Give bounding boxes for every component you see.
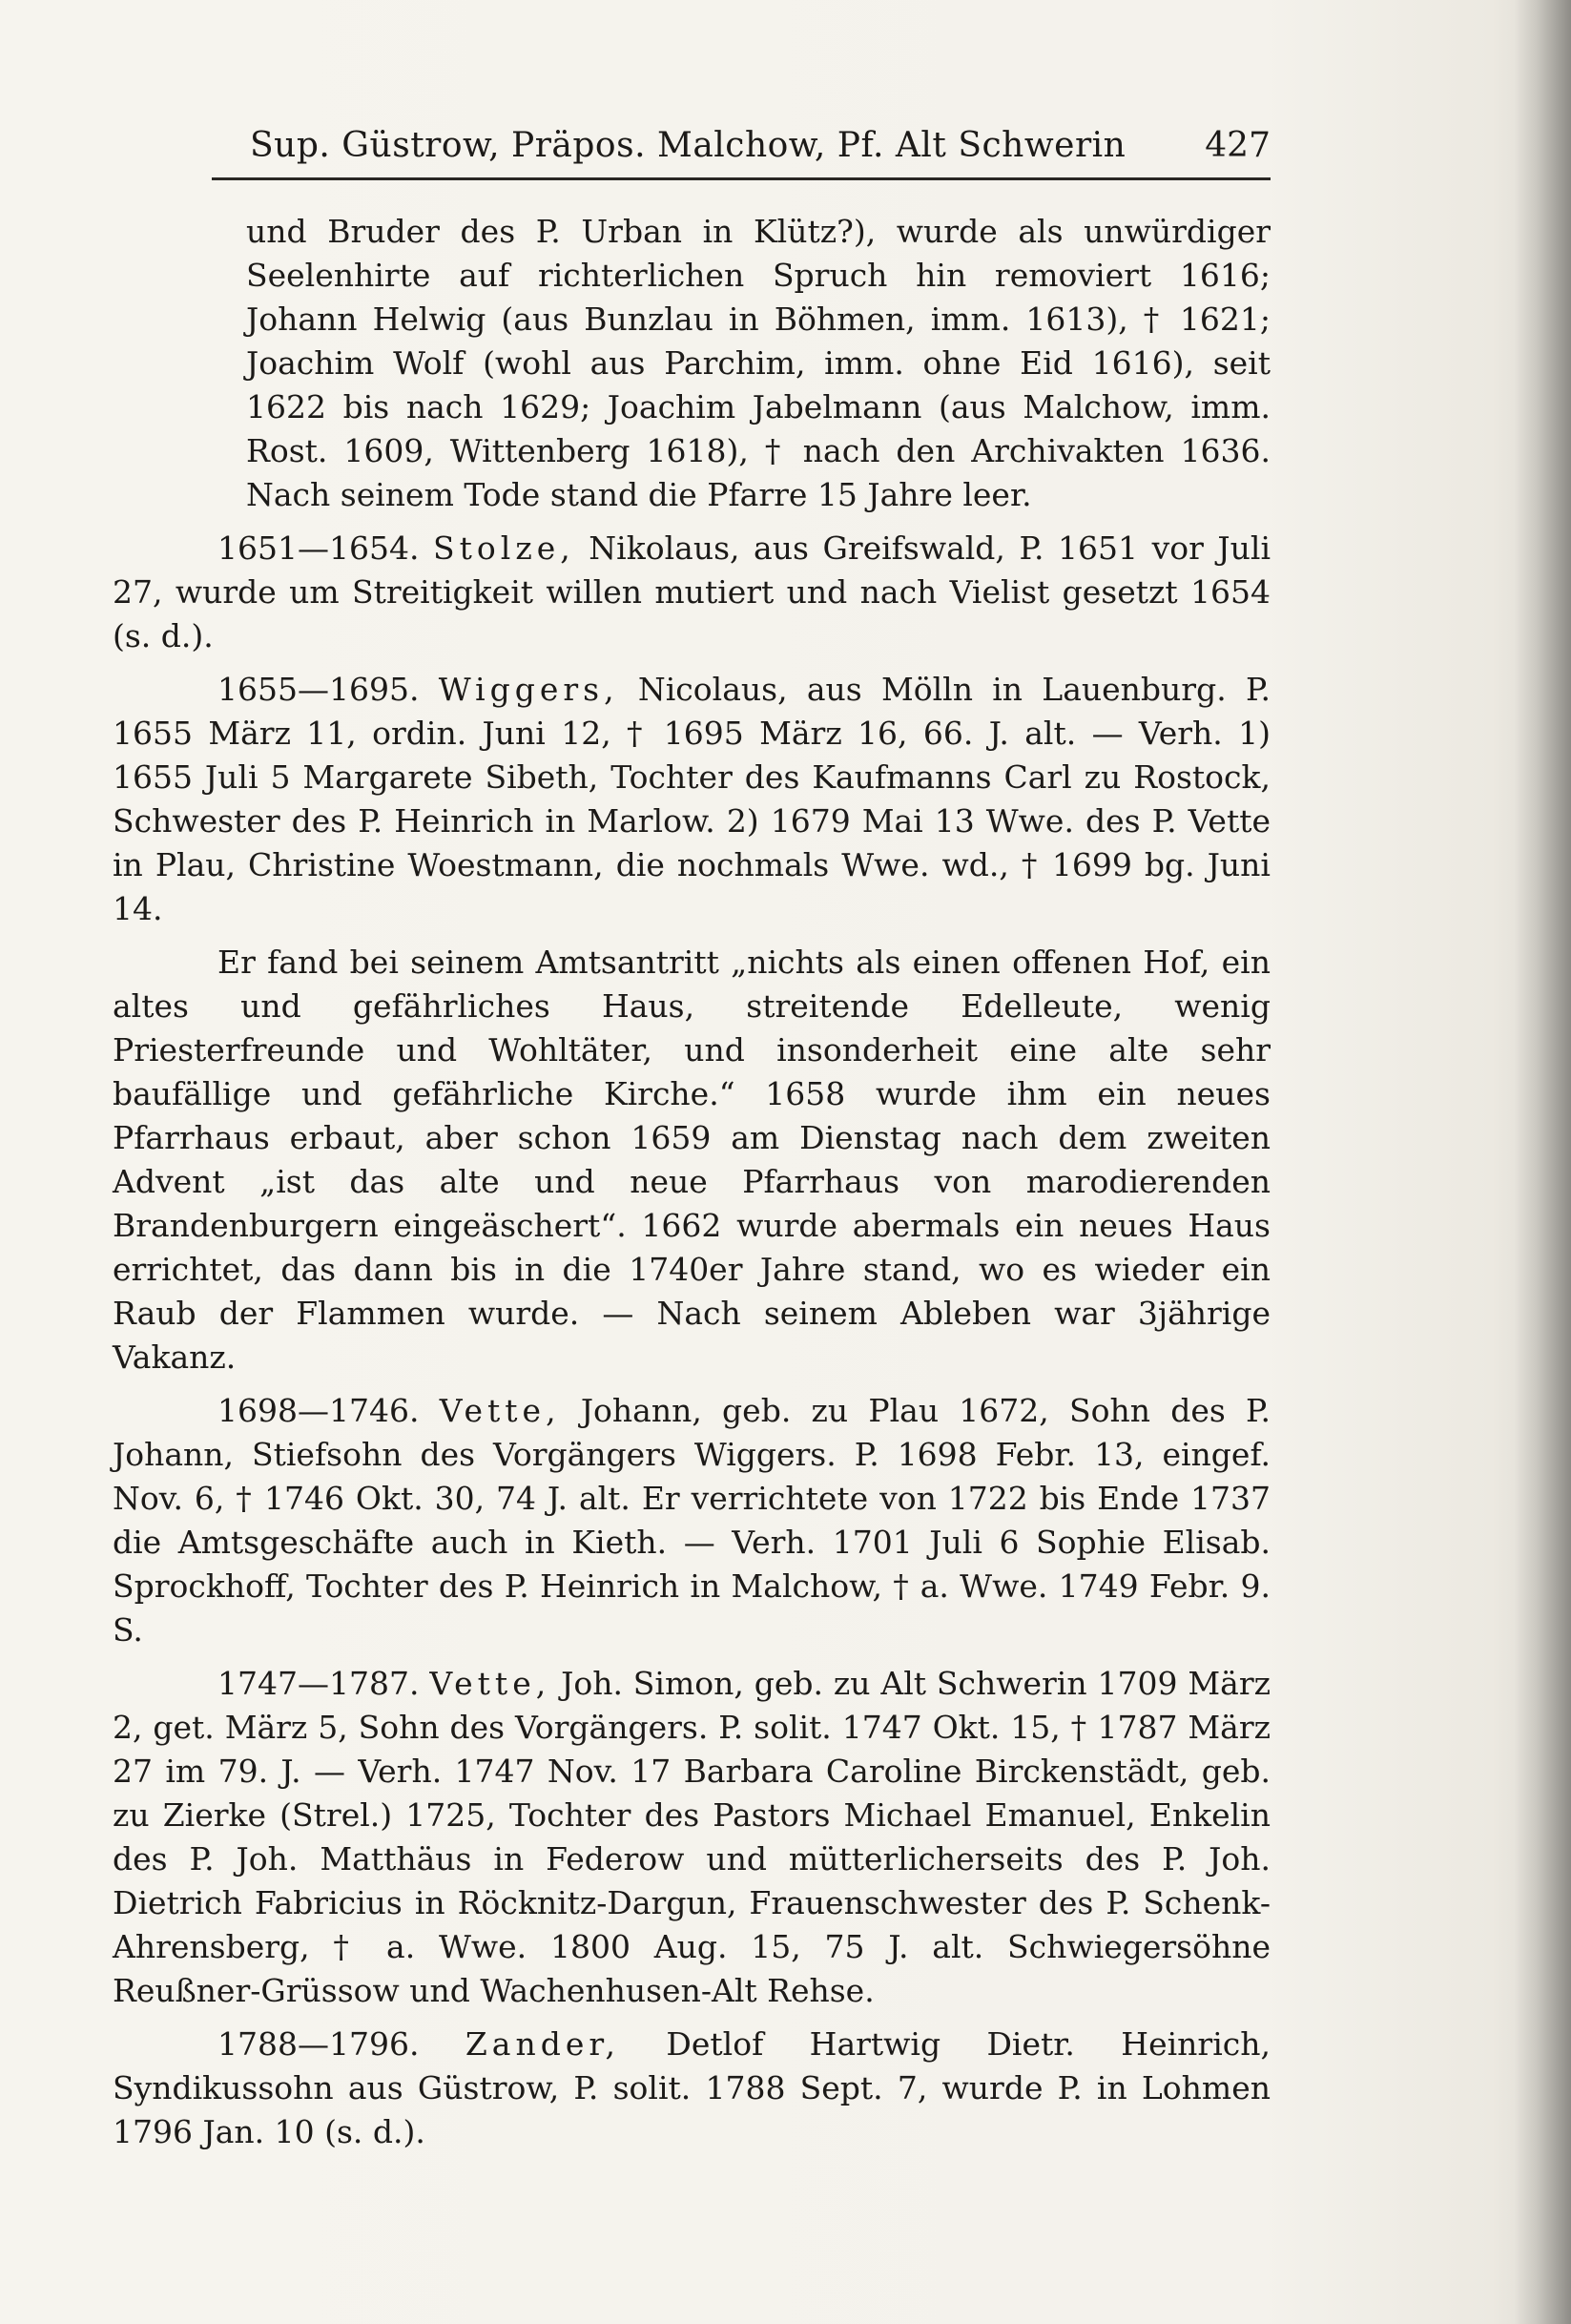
entry-name: Vette, <box>429 1665 551 1702</box>
entry-name: Zander, <box>465 2025 621 2063</box>
pastor-entry-vette-johann <box>113 1389 1271 1652</box>
page-number: 427 <box>1205 126 1271 165</box>
entry-name: Stolze, <box>433 529 575 567</box>
entry-years: 1651—1654. <box>217 529 420 567</box>
entry-text: Joh. Simon, geb. zu Alt Schwerin 1709 März 2, get. März 5, Sohn des Vorgängers. P. solit. 1747 Okt. 15, † 1787 März 27 im 79. J. — Verh. 1747 Nov. 17 Barbara Caroline Birckenstädt, geb. zu Zierke (Strel.) 1725, Tochter des Pastors Michael Emanuel, Enkelin des P. Joh. Matthäus in Federow und mütterlicherseits des P. Joh. Dietrich Fabricius in Röcknitz-Dargun, Frauenschwester des P. Schenk-Ahrensberg, † a. Wwe. 1800 Aug. 15, 75 J. alt. Schwiegersöhne Reußner-Grüssow und Wachenhusen-Alt Rehse. <box>113 1665 1271 2009</box>
entry-text: Detlof Hartwig Dietr. Heinrich, Syndikussohn aus Güstrow, P. solit. 1788 Sept. 7, wurde P. in Lohmen 1796 Jan. 10 (s. d.). <box>113 2025 1271 2150</box>
prose-paragraph <box>113 941 1271 1380</box>
entry-years: 1747—1787. <box>217 1665 420 1702</box>
paragraph-text: Er fand bei seinem Amtsantritt „nichts als einen offenen Hof, ein altes und gefährliches Haus, streitende Edelleute, wenig Priesterfreunde und Wohltäter, und insonderheit eine alte sehr baufällige und gefährliche Kirche.“ 1658 wurde ihm ein neues Pfarrhaus erbaut, aber schon 1659 am Dienstag nach dem zweiten Advent „ist das alte und neue Pfarrhaus von marodierenden Brandenburgern eingeäschert“. 1662 wurde abermals ein neues Haus errichtet, das dann bis in die 1740er Jahre stand, wo es wieder ein Raub der Flammen wurde. — Nach seinem Ableben war 3jährige Vakanz. <box>113 944 1271 1376</box>
entry-text: Johann, geb. zu Plau 1672, Sohn des P. Johann, Stiefsohn des Vorgängers Wiggers. P. 1698 Febr. 13, eingef. Nov. 6, † 1746 Okt. 30, 74 J. alt. Er verrichtete von 1722 bis Ende 1737 die Amtsgeschäfte auch in Kieth. — Verh. 1701 Juli 6 Sophie Elisab. Sprockhoff, Tochter des P. Heinrich in Malchow, † a. Wwe. 1749 Febr. 9. S. <box>113 1392 1271 1649</box>
entry-name: Vette, <box>439 1392 561 1429</box>
running-head: Sup. Güstrow, Präpos. Malchow, Pf. Alt Schwerin <box>250 126 1127 165</box>
continuation-paragraph <box>113 210 1271 517</box>
pastor-entry-vette-simon <box>113 1662 1271 2013</box>
entry-text: Nicolaus, aus Mölln in Lauenburg. P. 1655 März 11, ordin. Juni 12, † 1695 März 16, 66. J. alt. — Verh. 1) 1655 Juli 5 Margarete Sibeth, Tochter des Kaufmanns Carl zu Rostock, Schwester des P. Heinrich in Marlow. 2) 1679 Mai 13 Wwe. des P. Vette in Plau, Christine Woestmann, die nochmals Wwe. wd., † 1699 bg. Juni 14. <box>113 671 1271 927</box>
entry-years: 1698—1746. <box>217 1392 420 1429</box>
entry-years: 1655—1695. <box>217 671 420 708</box>
entry-name: Wiggers, <box>438 671 619 708</box>
page-body <box>113 210 1271 2164</box>
pastor-entry-wiggers <box>113 668 1271 931</box>
entry-years: 1788—1796. <box>217 2025 420 2063</box>
pastor-entry-stolze <box>113 527 1271 658</box>
pastor-entry-zander <box>113 2023 1271 2154</box>
entry-text: Nikolaus, aus Greifswald, P. 1651 vor Juli 27, wurde um Streitigkeit willen mutiert und nach Vielist gesetzt 1654 (s. d.). <box>113 529 1271 654</box>
paragraph-text: und Bruder des P. Urban in Klütz?), wurde als unwürdiger Seelenhirte auf richterlichen Spruch hin removiert 1616; Johann Helwig (aus Bunzlau in Böhmen, imm. 1613), † 1621; Joachim Wolf (wohl aus Parchim, imm. ohne Eid 1616), seit 1622 bis nach 1629; Joachim Jabelmann (aus Malchow, imm. Rost. 1609, Wittenberg 1618), † nach den Archivakten 1636. Nach seinem Tode stand die Pfarre 15 Jahre leer. <box>246 213 1271 513</box>
binding-shadow <box>1514 0 1571 2324</box>
page-header <box>212 122 1271 180</box>
